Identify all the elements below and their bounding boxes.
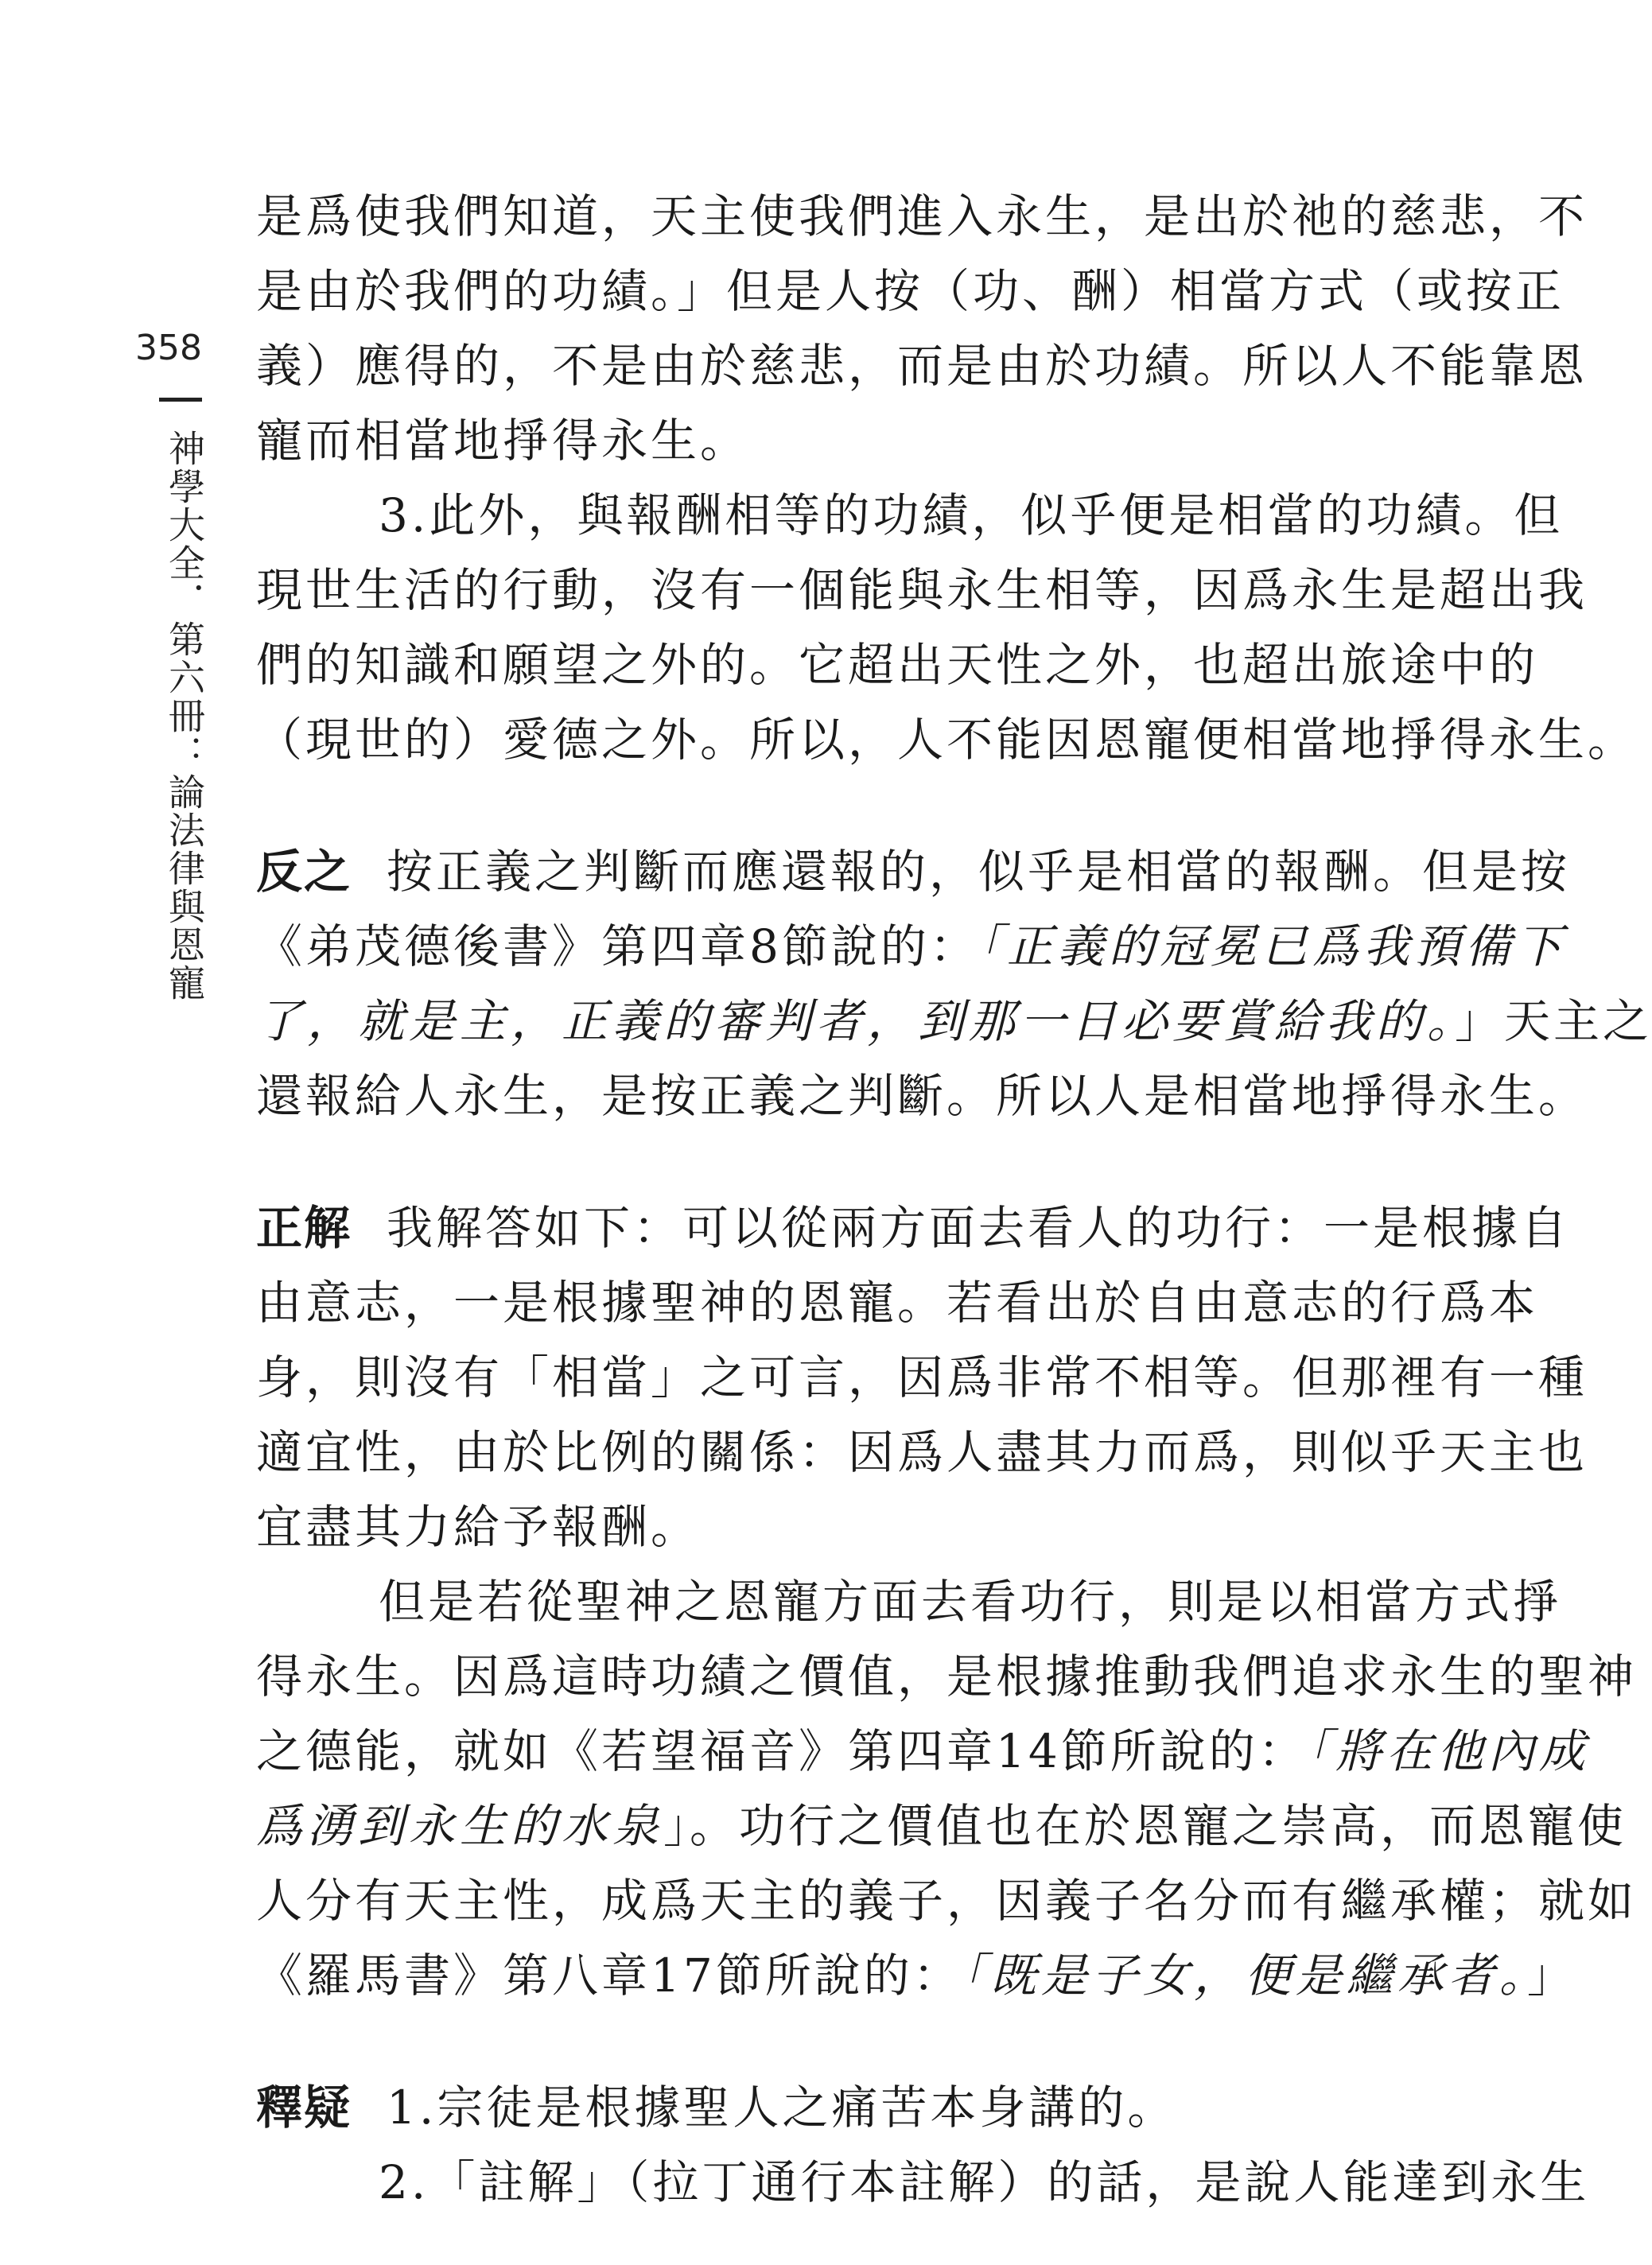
- page-number: 358: [135, 328, 202, 368]
- body-line: 是由於我們的功績。」但是人按（功、酬）相當方式（或按正: [256, 264, 1565, 318]
- body-line: 宜盡其力給予報酬。: [256, 1500, 701, 1554]
- scripture-quote: 爲湧到永生的水泉: [256, 1799, 664, 1853]
- page-body: [256, 179, 1652, 2220]
- body-line: 身，則沒有「相當」之可言，因爲非常不相等。但那裡有一種: [256, 1350, 1588, 1404]
- body-line: 義）應得的，不是由於慈悲，而是由於功績。所以人不能靠恩: [256, 339, 1588, 393]
- body-line: 適宜性，由於比例的關係：因爲人盡其力而爲，則似乎天主也: [256, 1425, 1588, 1479]
- body-line: 寵而相當地掙得永生。: [256, 414, 750, 468]
- body-line: 3.此外，與報酬相等的功績，似乎便是相當的功績。但: [379, 488, 1564, 542]
- scripture-quote: 「正義的冠冕已爲我預備下: [978, 919, 1567, 973]
- running-head: 神學大全．第六冊：論法律與恩寵: [163, 429, 206, 1002]
- sed-contra-line: 反之 按正義之判斷而應還報的，似乎是相當的報酬。但是按: [256, 845, 1571, 899]
- body-line: 了，就是主，正義的審判者，到那一日必要賞給我的。」天主之: [256, 994, 1652, 1048]
- replies-line: 釋疑 1.宗徒是根據聖人之痛苦本身講的。: [256, 2080, 1177, 2135]
- body-line: 之德能，就如《若望福音》第四章14節所說的：「將在他內成: [256, 1724, 1590, 1778]
- respondeo-line: 正解 我解答如下：可以從兩方面去看人的功行：一是根據自: [256, 1201, 1571, 1255]
- scripture-quote: 了，就是主，正義的審判者，到那一日必要賞給我的。: [256, 994, 1456, 1048]
- body-line: 《羅馬書》第八章17節所說的：「既是子女，便是繼承者。」: [256, 1948, 1576, 2003]
- margin-rule: [159, 398, 202, 402]
- body-line: 還報給人永生，是按正義之判斷。所以人是相當地掙得永生。: [256, 1069, 1588, 1123]
- body-line: 現世生活的行動，沒有一個能與永生相等，因爲永生是超出我: [256, 563, 1588, 617]
- body-line: 人分有天主性，成爲天主的義子，因義子名分而有繼承權；就如: [256, 1874, 1638, 1928]
- body-line: 得永生。因爲這時功績之價值，是根據推動我們追求永生的聖神: [256, 1649, 1638, 1704]
- scripture-quote: 「將在他內成: [1307, 1724, 1590, 1778]
- respondeo-label: 正解: [256, 1201, 352, 1255]
- body-line: 們的知識和願望之外的。它超出天性之外，也超出旅途中的: [256, 638, 1539, 692]
- body-line: （現世的）愛德之外。所以，人不能因恩寵便相當地掙得永生。: [256, 713, 1638, 767]
- body-line: 是爲使我們知道，天主使我們進入永生，是出於祂的慈悲，不: [256, 189, 1588, 243]
- replies-label: 釋疑: [256, 2080, 352, 2135]
- body-line: 2.「註解」（拉丁通行本註解）的話，是說人能達到永生: [379, 2155, 1590, 2209]
- body-line: 但是若從聖神之恩寵方面去看功行，則是以相當方式掙: [379, 1575, 1563, 1629]
- sed-contra-label: 反之: [256, 845, 352, 899]
- body-line: 《弟茂德後書》第四章8節說的：「正義的冠冕已爲我預備下: [256, 919, 1567, 973]
- scripture-quote: 「既是子女，便是繼承者。: [962, 1948, 1527, 2003]
- body-line: 爲湧到永生的水泉」。功行之價值也在於恩寵之崇高，而恩寵使: [256, 1799, 1627, 1853]
- body-line: 由意志，一是根據聖神的恩寵。若看出於自由意志的行爲本: [256, 1276, 1539, 1330]
